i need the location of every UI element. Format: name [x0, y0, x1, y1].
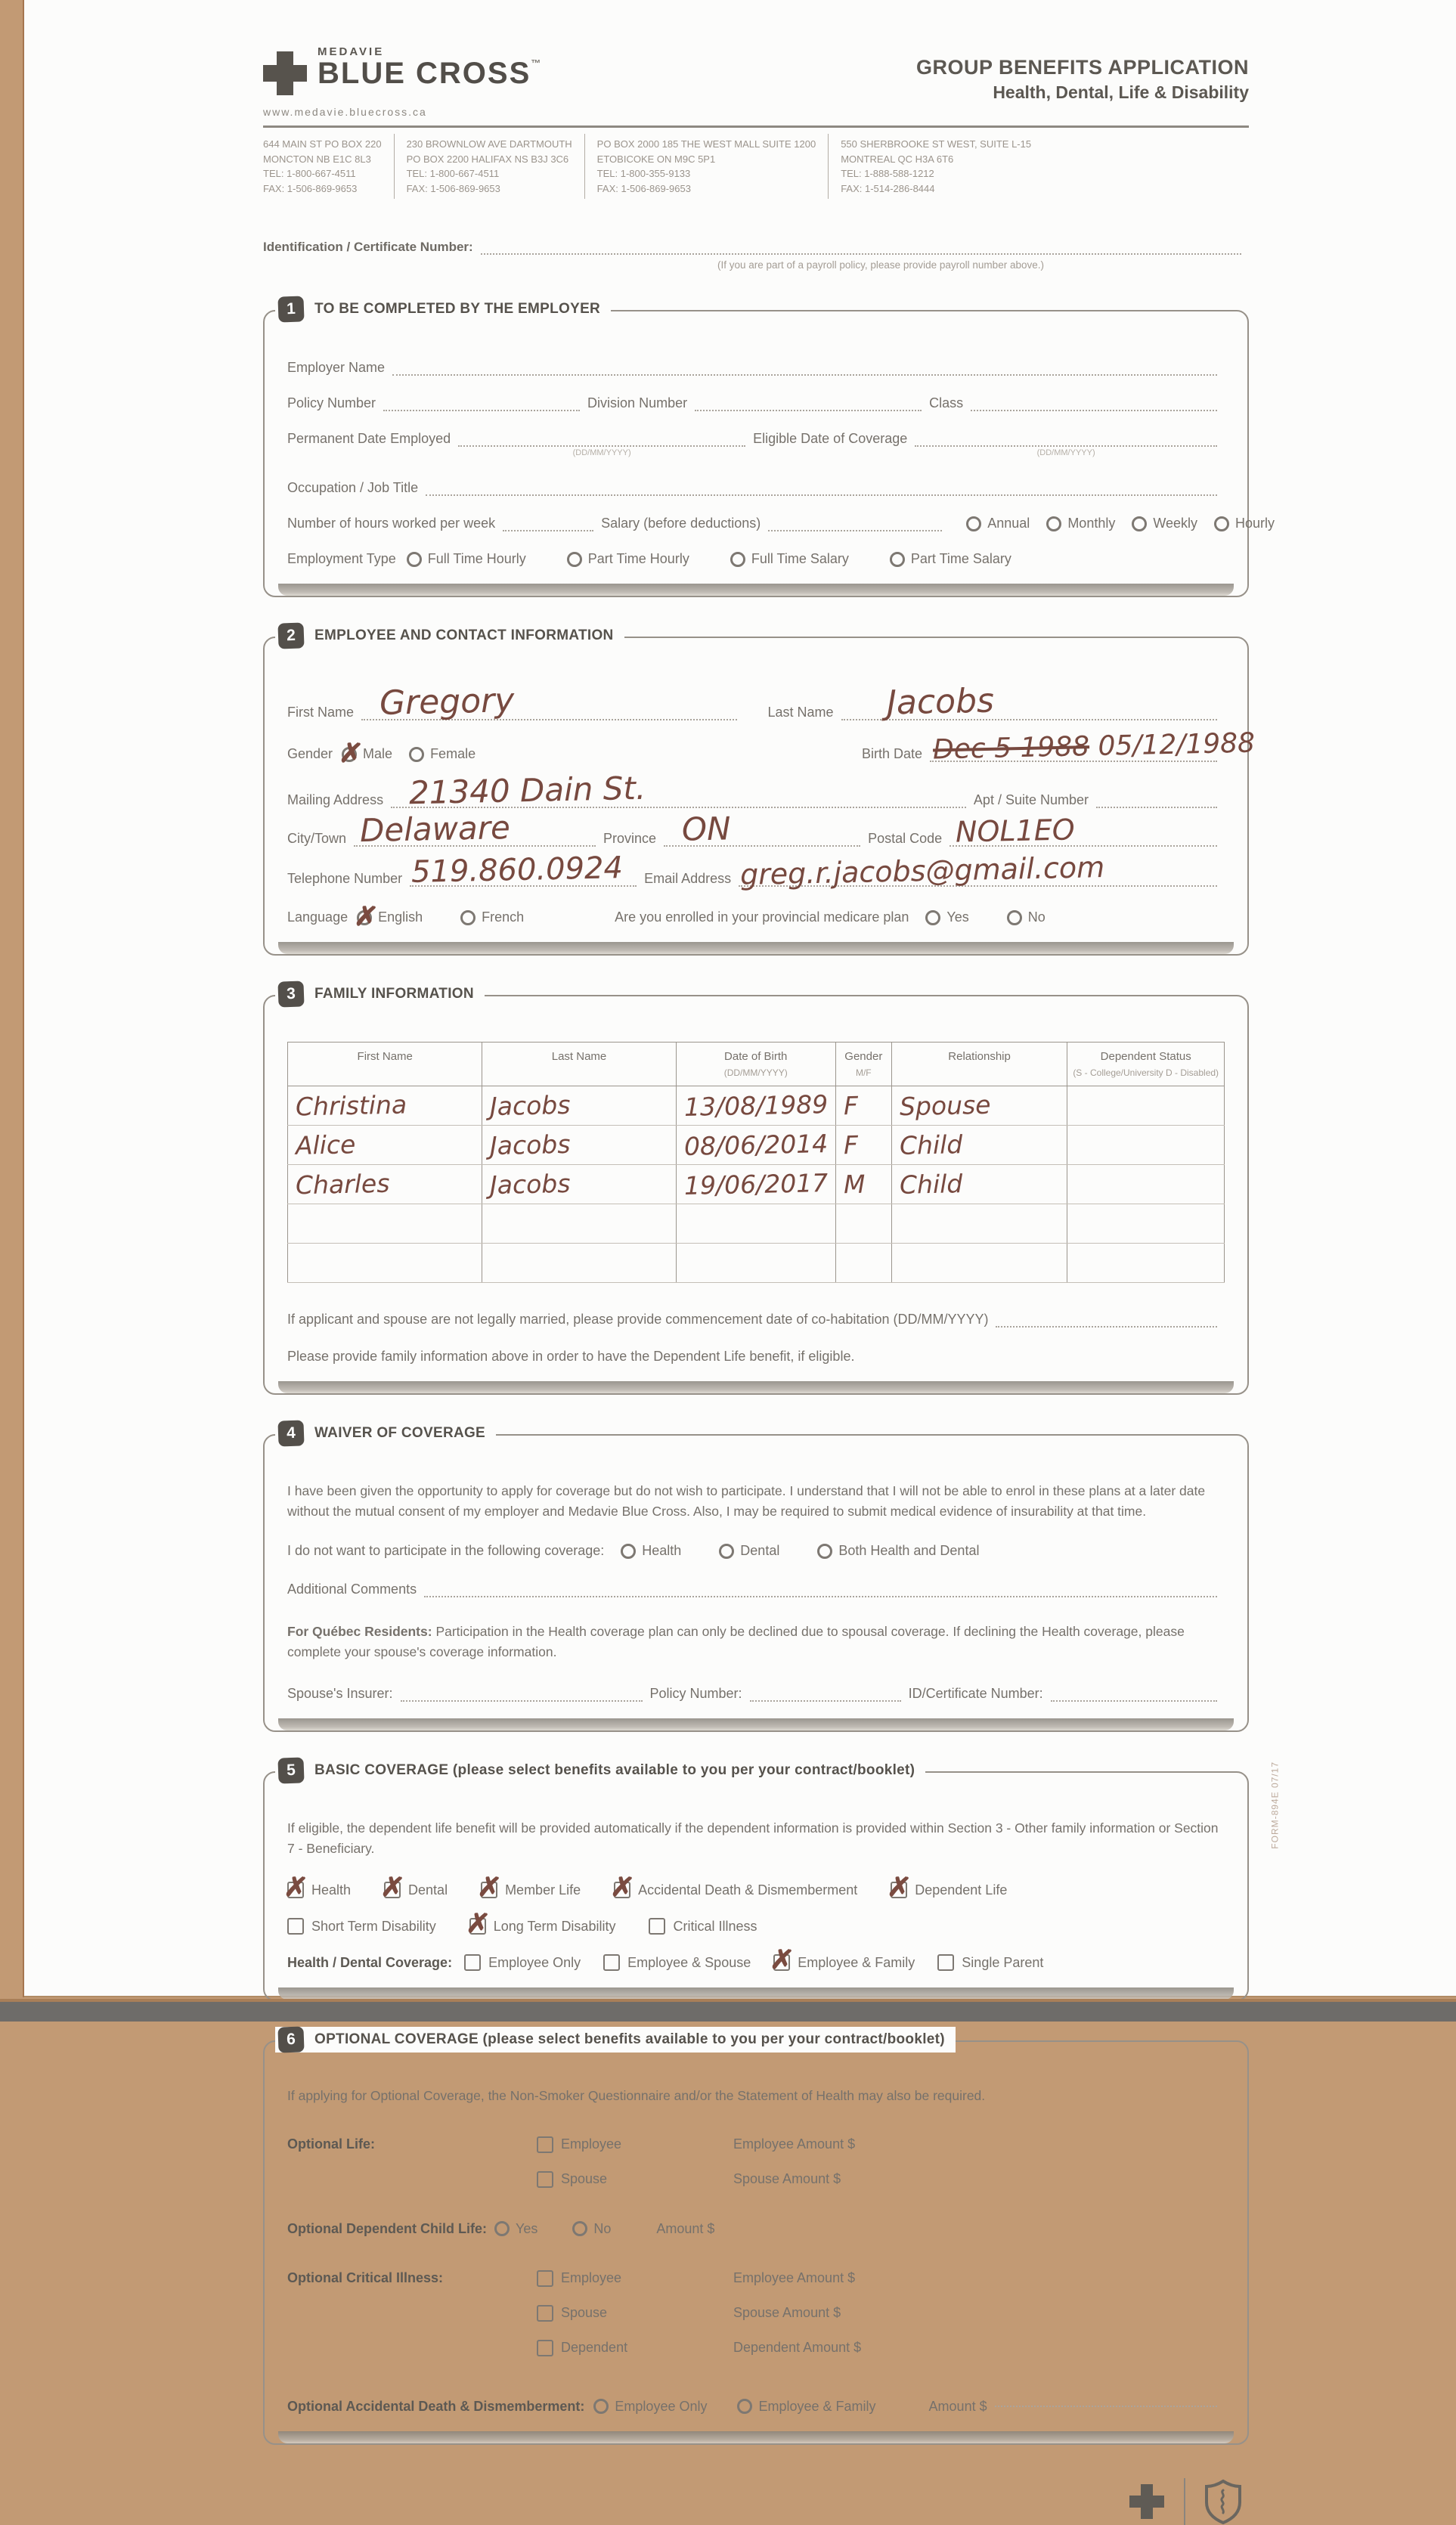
- ci-employee-amount-label: Employee Amount $: [733, 2270, 856, 2286]
- family-table: [287, 1042, 1225, 1283]
- policy-number-label: Policy Number: [287, 395, 376, 411]
- first-name-label: First Name: [287, 705, 355, 720]
- cohabitation-field[interactable]: [996, 1326, 1217, 1328]
- section-shadow: [278, 1718, 1234, 1730]
- form-title-line1: GROUP BENEFITS APPLICATION: [915, 56, 1249, 79]
- date-format-hint: (DD/MM/YYYY): [1036, 448, 1095, 457]
- section-2-title: EMPLOYEE AND CONTACT INFORMATION: [314, 627, 614, 643]
- office-moncton: 644 MAIN ST PO BOX 220 MONCTON NB E1C 8L3 TEL: 1-800-667-4511 FAX: 1-506-869-9653: [263, 138, 382, 194]
- section-1-title: TO BE COMPLETED BY THE EMPLOYER: [314, 301, 601, 317]
- radio-salary-annual[interactable]: [966, 516, 981, 531]
- hours-label: Number of hours worked per week: [287, 516, 496, 531]
- optional-coverage-note: If applying for Optional Coverage, the Non-Smoker Questionnaire and/or the Statement of Health may also be required.: [287, 2087, 986, 2103]
- radio-gender-male[interactable]: [342, 747, 357, 762]
- col-dob: Date of Birth (DD/MM/YYYY): [676, 1043, 835, 1086]
- last-name-label: Last Name: [767, 705, 834, 720]
- cohabitation-label: If applicant and spouse are not legally married, please provide commencement date of co-habitation (DD/MM/YYYY): [287, 1312, 989, 1327]
- radio-language-french[interactable]: [460, 910, 476, 925]
- section-2-badge: 2: [277, 622, 304, 649]
- section-waiver: 4 WAIVER OF COVERAGE I have been given the opportunity to apply for coverage but do not wish to participate. I understand that I will not be able to enrol in these plans at a later date without the mutual consent of my employer and Medavie Blue Cross. Also, I may be required to submit medical evidence of insurability at that time. I do not want to participate in the following coverage: Health Dental Both Health and Dental Additional Comments For Québec Residents: Participation in the Health coverage plan can only be declined due to spousal coverage. If declining the Health coverage, please complete your spouse's coverage information. Spouse's Insurer: Policy Number: ID/Certificate Number:: [263, 1434, 1249, 1732]
- employee-amount-label: Employee Amount $: [733, 2136, 856, 2152]
- checkbox-health[interactable]: [287, 1882, 304, 1898]
- section-shadow: [278, 2431, 1234, 2443]
- radio-decline-both[interactable]: [817, 1544, 832, 1559]
- health-dental-coverage-label: Health / Dental Coverage:: [287, 1954, 453, 1970]
- radio-part-time-salary[interactable]: [890, 552, 905, 567]
- handwritten-last-name: Jacobs: [886, 681, 994, 723]
- spouse-amount-label: Spouse Amount $: [733, 2171, 841, 2187]
- section-5-title: BASIC COVERAGE (please select benefits available to you per your contract/booklet): [314, 1761, 915, 1778]
- col-last-name: Last Name: [482, 1043, 676, 1086]
- salary-field[interactable]: [768, 530, 942, 531]
- eligible-date-label: Eligible Date of Coverage: [753, 431, 908, 446]
- checkbox-add[interactable]: [614, 1882, 630, 1898]
- quebec-residents-bold: For Québec Residents:: [287, 1624, 432, 1640]
- form-header: [263, 45, 1249, 118]
- permanent-date-label: Permanent Date Employed: [287, 431, 451, 446]
- postal-code-field[interactable]: [949, 813, 1217, 849]
- medicare-question: Are you enrolled in your provincial medicare plan: [615, 909, 909, 925]
- section-shadow: [278, 1987, 1234, 2000]
- footer-divider: [1184, 2478, 1185, 2525]
- class-field[interactable]: [971, 410, 1217, 411]
- waiver-paragraph: I have been given the opportunity to apply for coverage but do not wish to participate. I understand that I will not be able to enrol in these plans at a later date without the mutual consent of my employer and Medavie Blue Cross. Also, I may be required to submit medical evidence of insurability at that time.: [287, 1483, 1206, 1520]
- telephone-label: Telephone Number: [287, 871, 403, 886]
- checkbox-single-parent[interactable]: [937, 1954, 954, 1971]
- occupation-label: Occupation / Job Title: [287, 480, 419, 495]
- email-field[interactable]: [739, 850, 1217, 891]
- apt-field[interactable]: [1096, 807, 1217, 808]
- telephone-field[interactable]: [410, 850, 637, 890]
- identification-input-line[interactable]: [481, 253, 1241, 255]
- radio-add-employee-only[interactable]: [593, 2399, 609, 2414]
- section-3-badge: 3: [277, 981, 304, 1007]
- optional-add-label: Optional Accidental Death & Dismemberment:: [287, 2398, 585, 2414]
- form-title: [916, 56, 1249, 103]
- radio-language-english[interactable]: [357, 910, 372, 925]
- last-name-field[interactable]: [841, 681, 1217, 723]
- division-number-label: Division Number: [587, 395, 688, 411]
- section-family-information: [263, 984, 1249, 1395]
- checkbox-short-term-disability[interactable]: [287, 1918, 304, 1935]
- ci-dependent-amount-label: Dependent Amount $: [733, 2340, 862, 2356]
- section-3-title: FAMILY INFORMATION: [314, 986, 474, 1002]
- office-dartmouth: 230 BROWNLOW AVE DARTMOUTH PO BOX 2200 HALIFAX NS B3J 3C6 TEL: 1-800-667-4511 FAX: 1-506-869-9653: [394, 134, 584, 199]
- checkbox-member-life[interactable]: [481, 1882, 497, 1898]
- checkbox-dependent-life[interactable]: [891, 1882, 907, 1898]
- apt-label: Apt / Suite Number: [973, 792, 1089, 807]
- section-employer: 1 TO BE COMPLETED BY THE EMPLOYER Employer Name Policy Number Division Number Class Permanent Date Employed (DD/MM/YYYY) Eligible Date of Coverage (DD/MM/YYYY) Occupation / Job Title Number of hours worked per week Salary (before deductions) Annual Monthly Weekly Hourly Employment Type Full Time Hourly Part Time Hourly Full Time Salary Part Time Salary: [263, 310, 1249, 597]
- radio-child-life-yes[interactable]: [494, 2221, 510, 2236]
- header-divider: [263, 125, 1249, 128]
- family-row-5[interactable]: [288, 1244, 1225, 1283]
- section-4-title: WAIVER OF COVERAGE: [314, 1425, 486, 1441]
- handwritten-first-name: Gregory: [379, 681, 515, 723]
- optional-life-label: Optional Life:: [287, 2136, 375, 2152]
- city-field[interactable]: [354, 809, 596, 850]
- section-employee-contact: 2 EMPLOYEE AND CONTACT INFORMATION First Name Gregory Last Name Jacobs Gender ✗ Male Female Birth Date Dec 5 1988 05/12/1988 Mailing Address 21340 Dain St. Apt / Suite Number City/Town Delaware Province ON Postal Code NOL1EO Telephone Number 519.860.0924 Email Address greg.r.jacobs@gmail.com Language ✗ English French Are you enrolled in your provincial medicare plan Yes No: [263, 637, 1249, 956]
- ci-spouse-amount-label: Spouse Amount $: [733, 2305, 841, 2321]
- checkbox-employee-only[interactable]: [464, 1954, 481, 1971]
- radio-gender-female[interactable]: [409, 747, 424, 762]
- radio-medicare-yes[interactable]: [925, 910, 940, 925]
- spouse-policy-field[interactable]: [750, 1700, 901, 1702]
- handwritten-birth-date: Dec 5 1988 05/12/1988: [932, 727, 1256, 766]
- handwritten-city: Delaware: [359, 809, 511, 850]
- optional-critical-illness-label: Optional Critical Illness:: [287, 2270, 444, 2286]
- office-montreal: 550 SHERBROOKE ST WEST, SUITE L-15 MONTREAL QC H3A 6T6 TEL: 1-888-588-1212 FAX: 1-514-286-8444: [828, 134, 1043, 199]
- handwritten-email: greg.r.jacobs@gmail.com: [739, 850, 1105, 891]
- id-certificate-label: ID/Certificate Number:: [908, 1685, 1043, 1701]
- section-5-badge: 5: [277, 1757, 304, 1783]
- radio-decline-dental[interactable]: [719, 1544, 734, 1559]
- optional-child-life-label: Optional Dependent Child Life:: [287, 2220, 487, 2236]
- occupation-field[interactable]: [426, 494, 1217, 496]
- handwritten-postal-code: NOL1EO: [955, 813, 1076, 849]
- section-4-badge: 4: [277, 1420, 304, 1446]
- checkbox-ci-spouse[interactable]: [537, 2305, 553, 2322]
- spouse-policy-label: Policy Number:: [649, 1685, 742, 1701]
- basic-coverage-note: If eligible, the dependent life benefit will be provided automatically if the dependent information is provided within Section 3 - Other family information or Section 7 - Beneficiary.: [287, 1820, 1219, 1856]
- family-row-4[interactable]: [288, 1204, 1225, 1244]
- brand-bluecross: BLUE CROSS™: [318, 57, 543, 90]
- section-shadow: [278, 942, 1234, 954]
- postal-code-label: Postal Code: [868, 831, 943, 846]
- permanent-date-field[interactable]: [458, 445, 745, 457]
- radio-add-employee-family[interactable]: [737, 2399, 752, 2414]
- add-amount-label: Amount $: [928, 2398, 987, 2414]
- checkbox-optional-life-spouse[interactable]: [537, 2171, 553, 2188]
- section-basic-coverage: 5 BASIC COVERAGE (please select benefits available to you per your contract/booklet) If eligible, the dependent life benefit will be provided automatically if the dependent information is provided within Section 3 - Other family information or Section 7 - Beneficiary. ✗ Health ✗ Dental ✗ Member Life ✗ Accidental Death & Dismemberment ✗ Dependent Life Short Term Disability ✗ Long Term Disability Critical Illness Health / Dental Coverage: Employee Only Employee & Spouse ✗ Employee & Family Single Parent: [263, 1771, 1249, 2001]
- blue-cross-footer-icon: [1129, 2484, 1164, 2519]
- section-shadow: [278, 1381, 1234, 1393]
- family-row-1[interactable]: Christina Jacobs 13/08/1989 F Spouse: [288, 1086, 1225, 1126]
- identification-note: (If you are part of a payroll policy, please provide payroll number above.): [717, 259, 1044, 271]
- handwritten-mailing-address: 21340 Dain St.: [408, 769, 646, 812]
- col-dependent-status: Dependent Status (S - College/University D - Disabled): [1067, 1043, 1225, 1086]
- form-code-vertical: FORM-894E 07/17: [1270, 1761, 1281, 1849]
- checkbox-optional-life-employee[interactable]: [537, 2136, 553, 2153]
- radio-medicare-no[interactable]: [1007, 910, 1022, 925]
- date-format-hint: (DD/MM/YYYY): [572, 448, 631, 457]
- trademark-symbol: ™: [531, 57, 543, 69]
- checkbox-critical-illness[interactable]: [649, 1918, 665, 1935]
- blue-cross-plus-icon: [263, 51, 307, 95]
- employment-type-label: Employment Type: [287, 551, 396, 566]
- id-certificate-field[interactable]: [1051, 1700, 1217, 1702]
- hours-field[interactable]: [503, 530, 593, 531]
- mailing-address-field[interactable]: [391, 769, 966, 812]
- medavie-bluecross-logo: [263, 45, 542, 95]
- division-number-field[interactable]: [695, 410, 922, 411]
- desk-edge: [0, 1999, 1456, 2022]
- radio-full-time-hourly[interactable]: [407, 552, 422, 567]
- additional-comments-field[interactable]: [424, 1596, 1217, 1597]
- email-label: Email Address: [644, 871, 732, 886]
- office-addresses: [263, 134, 1249, 199]
- form-page: [23, 0, 1456, 2414]
- policy-number-field[interactable]: [383, 410, 580, 411]
- language-label: Language: [287, 909, 349, 925]
- identification-label: Identification / Certificate Number:: [263, 240, 473, 254]
- first-name-field[interactable]: [361, 681, 737, 723]
- birth-date-field[interactable]: [930, 727, 1256, 766]
- col-relationship: Relationship: [891, 1043, 1067, 1086]
- birth-date-label: Birth Date: [861, 746, 922, 761]
- radio-salary-hourly[interactable]: [1214, 516, 1229, 531]
- radio-child-life-no[interactable]: [572, 2221, 587, 2236]
- handwritten-province: ON: [681, 810, 732, 848]
- form-title-line2: Health, Dental, Life & Disability: [993, 82, 1249, 102]
- salary-label: Salary (before deductions): [601, 516, 761, 531]
- mailing-address-label: Mailing Address: [287, 792, 384, 807]
- checkbox-ci-employee[interactable]: [537, 2270, 553, 2287]
- footer-logos: [263, 2478, 1241, 2525]
- office-etobicoke: PO BOX 2000 185 THE WEST MALL SUITE 1200 ETOBICOKE ON M9C 5P1 TEL: 1-800-355-9133 FAX: 1-506-869-9653: [584, 134, 829, 199]
- gender-label: Gender: [287, 746, 333, 761]
- decline-coverage-label: I do not want to participate in the following coverage:: [287, 1543, 605, 1559]
- radio-part-time-hourly[interactable]: [567, 552, 582, 567]
- section-6-title: OPTIONAL COVERAGE (please select benefits available to you per your contract/booklet): [314, 2031, 945, 2047]
- section-6-badge: 6: [277, 2026, 304, 2053]
- city-label: City/Town: [287, 831, 347, 846]
- additional-comments-label: Additional Comments: [287, 1582, 417, 1597]
- radio-salary-weekly[interactable]: [1132, 516, 1147, 531]
- checkbox-employee-spouse[interactable]: [603, 1954, 620, 1971]
- class-label: Class: [929, 395, 964, 411]
- checkbox-ci-dependent[interactable]: [537, 2340, 553, 2356]
- quebec-residents-note: For Québec Residents: Participation in the Health coverage plan can only be declined due to spousal coverage. If declining the Health coverage, please complete your spouse's coverage information.: [287, 1624, 1185, 1660]
- province-label: Province: [603, 831, 657, 846]
- section-1-badge: 1: [277, 296, 304, 322]
- section-optional-coverage: 6 OPTIONAL COVERAGE (please select benefits available to you per your contract/booklet) If applying for Optional Coverage, the Non-Smoker Questionnaire and/or the Statement of Health may also be required. Optional Life: Employee Employee Amount $ Spouse Spouse Amount $ Optional Dependent Child Life: Yes No Amount $ Optional Critical Illness: Employee Employee Amount $ Spouse Spouse Amount $ Dependent Dependent Amount $ Optional Accidental Death & Dismemberment: Employee Only Employee & Family Amount $: [263, 2040, 1249, 2445]
- employer-name-field[interactable]: [392, 374, 1217, 376]
- child-life-amount-label: Amount $: [656, 2220, 715, 2236]
- radio-salary-monthly[interactable]: [1046, 516, 1061, 531]
- checkbox-employee-family[interactable]: [773, 1954, 790, 1971]
- handwritten-telephone: 519.860.0924: [410, 850, 624, 890]
- blue-shield-icon: [1205, 2480, 1241, 2523]
- section-shadow: [278, 584, 1234, 596]
- family-table-header: [288, 1043, 1225, 1086]
- spouse-insurer-label: Spouse's Insurer:: [287, 1685, 393, 1701]
- brand-website: www.medavie.bluecross.ca: [263, 106, 427, 118]
- checkbox-long-term-disability[interactable]: [469, 1918, 486, 1935]
- family-row-3[interactable]: Charles Jacobs 19/06/2017 M Child: [288, 1165, 1225, 1204]
- dependent-life-note: Please provide family information above in order to have the Dependent Life benefit, if eligible.: [287, 1349, 855, 1364]
- province-field[interactable]: [664, 810, 860, 848]
- radio-decline-health[interactable]: [621, 1544, 636, 1559]
- eligible-date-field[interactable]: [915, 445, 1217, 457]
- spouse-insurer-field[interactable]: [401, 1700, 643, 1702]
- employer-name-label: Employer Name: [287, 360, 386, 375]
- radio-full-time-salary[interactable]: [730, 552, 745, 567]
- col-gender: Gender M/F: [835, 1043, 891, 1086]
- checkbox-dental[interactable]: [384, 1882, 401, 1898]
- add-amount-field[interactable]: [995, 2406, 1217, 2407]
- brand-medavie: MEDAVIE: [318, 45, 385, 58]
- col-first-name: First Name: [288, 1043, 482, 1086]
- family-row-2[interactable]: Alice Jacobs 08/06/2014 F Child: [288, 1126, 1225, 1165]
